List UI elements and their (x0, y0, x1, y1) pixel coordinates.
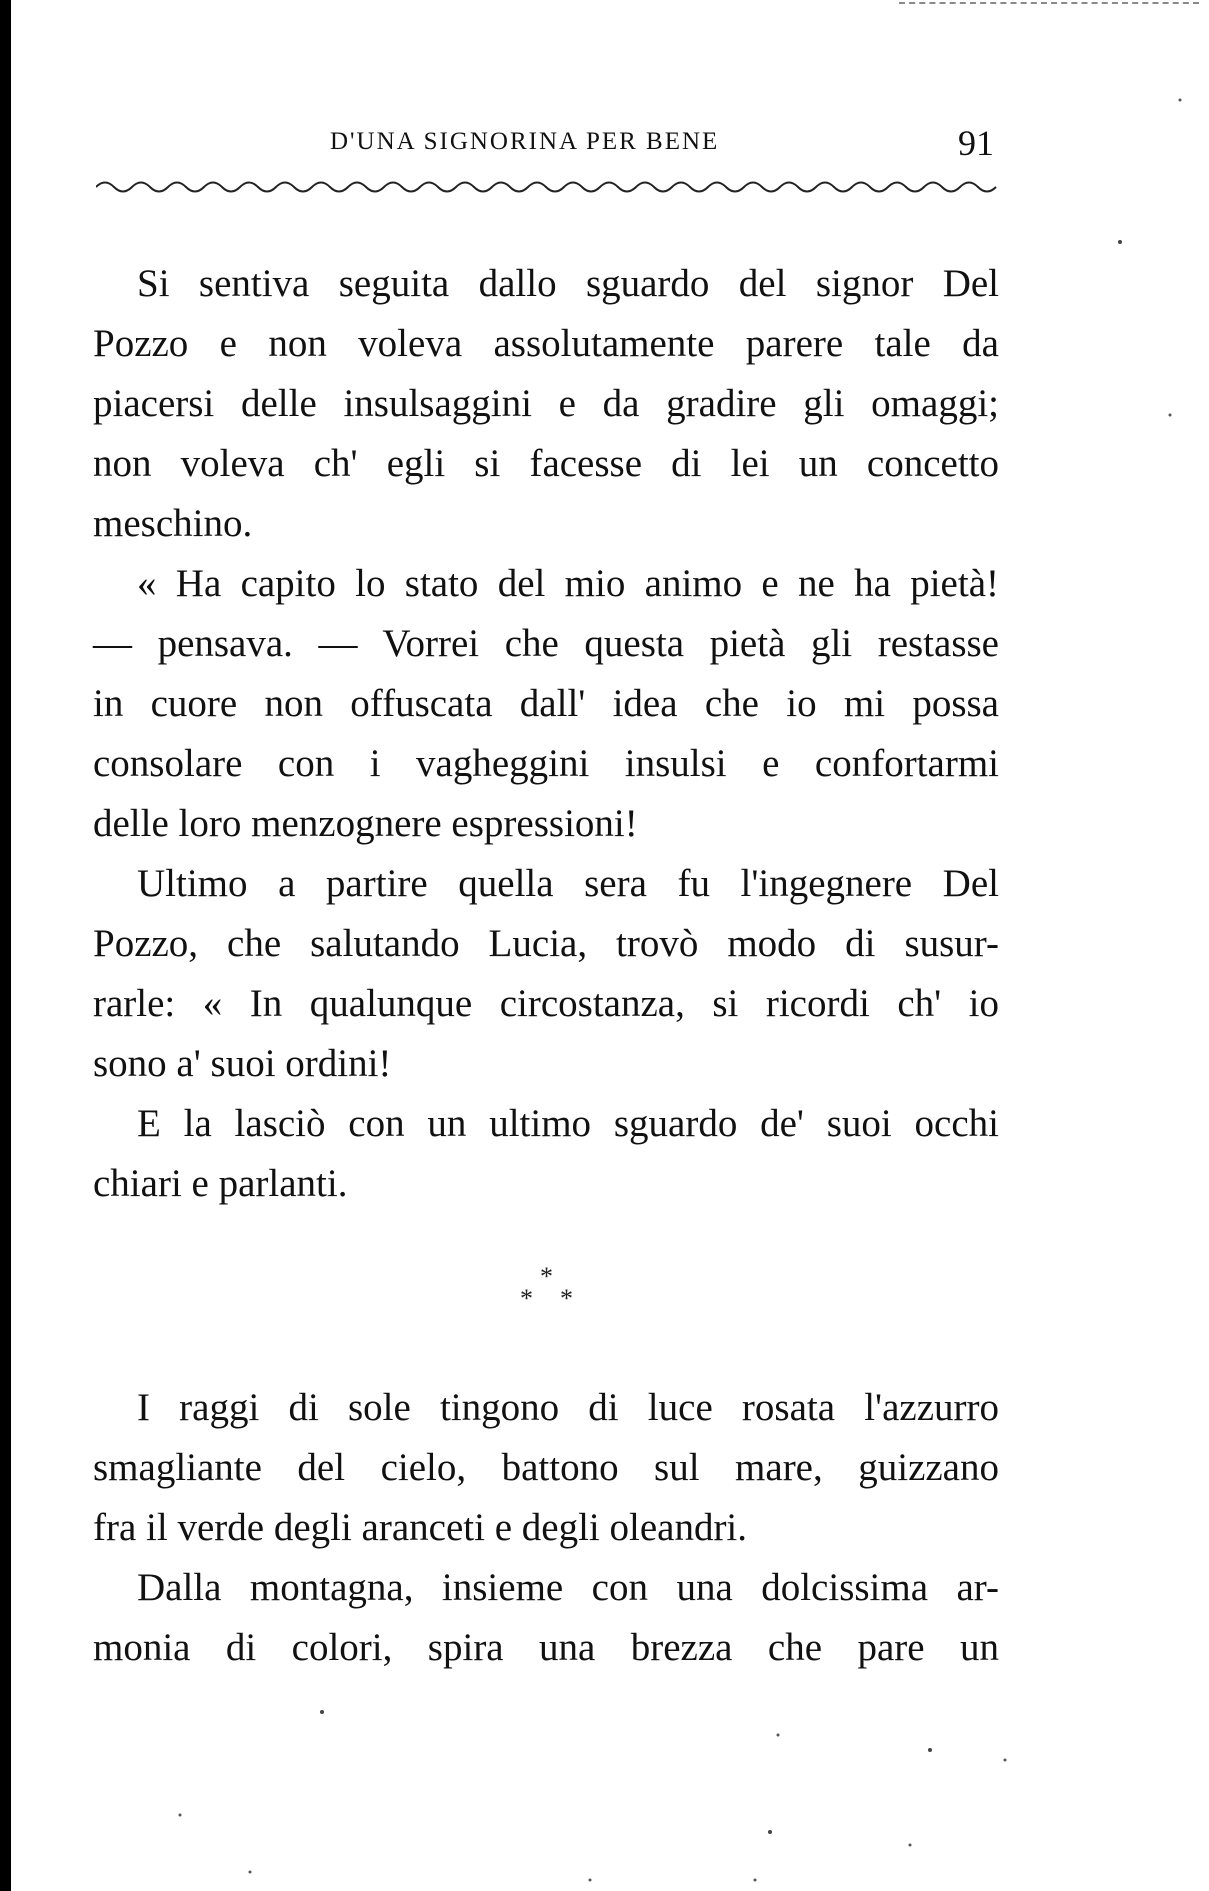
text-line: Ultimo a partire quella sera fu l'ingegnere Del (137, 862, 999, 905)
text-line: meschino. (93, 502, 253, 545)
text-line: non voleva ch' egli si facesse di lei un concetto (93, 442, 999, 485)
text-line: delle loro menzognere espressioni! (93, 802, 638, 845)
text-line: piacersi delle insulsaggini e da gradire gli omaggi; (93, 382, 999, 425)
running-head: D'UNA SIGNORINA PER BENE (330, 128, 720, 155)
text-line: monia di colori, spira una brezza che pare un (93, 1626, 999, 1669)
text-line: I raggi di sole tingono di luce rosata l'azzurro (137, 1386, 999, 1429)
text-line: fra il verde degli aranceti e degli oleandri. (93, 1506, 748, 1549)
text-line: chiari e parlanti. (93, 1162, 348, 1205)
asterism-star: * (520, 1284, 533, 1313)
text-line: Pozzo, che salutando Lucia, trovò modo di susur- (93, 922, 999, 965)
text-line: Pozzo e non voleva assolutamente parere tale da (93, 322, 999, 365)
page-number: 91 (958, 123, 994, 163)
text-line: Si sentiva seguita dallo sguardo del signor Del (137, 262, 999, 305)
asterism-star: * (540, 1262, 553, 1291)
text-line: « Ha capito lo stato del mio animo e ne ha pietà! (137, 562, 999, 605)
text-line: in cuore non offuscata dall' idea che io mi possa (93, 682, 999, 725)
text-line: consolare con i vagheggini insulsi e confortarmi (93, 742, 999, 785)
asterism-star: * (560, 1284, 573, 1313)
text-line: — pensava. — Vorrei che questa pietà gli restasse (93, 622, 999, 665)
text-line: Dalla montagna, insieme con una dolcissima ar- (137, 1566, 999, 1609)
text-line: sono a' suoi ordini! (93, 1042, 392, 1085)
text-line: smagliante del cielo, battono sul mare, guizzano (93, 1446, 999, 1489)
text-line: E la lasciò con un ultimo sguardo de' suoi occhi (137, 1102, 999, 1145)
text-line: rarle: « In qualunque circostanza, si ricordi ch' io (93, 982, 999, 1025)
